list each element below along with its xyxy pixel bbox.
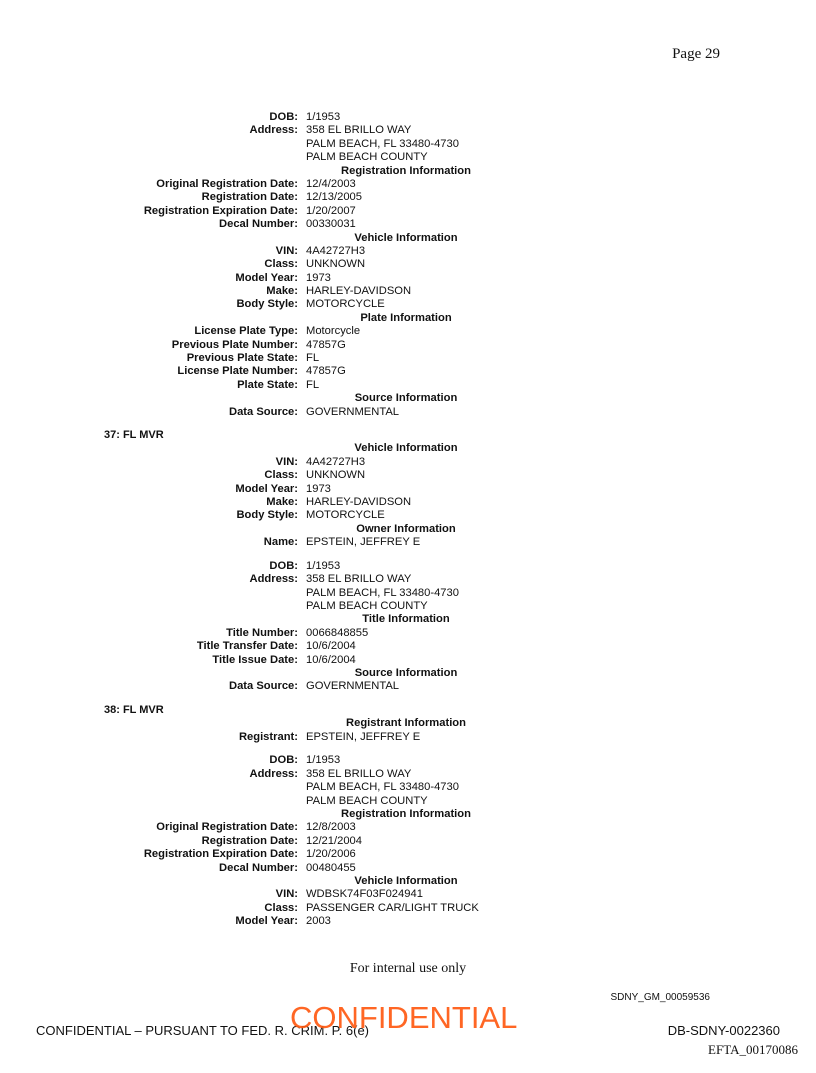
field-value: GOVERNMENTAL (306, 680, 400, 693)
field-value: 1/20/2007 (306, 204, 356, 217)
field-value: 47857G (306, 365, 346, 378)
section-header-row (0, 442, 816, 455)
section-header-row (0, 808, 816, 821)
field-label: Class: (264, 258, 298, 271)
field-label: Model Year: (235, 915, 298, 928)
record-title: 37: FL MVR (104, 428, 164, 441)
field-label: Address: (249, 573, 298, 586)
record (0, 704, 816, 929)
field-row (0, 138, 816, 151)
field-row (0, 835, 816, 848)
field-value: MOTORCYCLE (306, 298, 385, 311)
field-label: DOB: (269, 111, 298, 123)
field-label: DOB: (269, 754, 298, 767)
field-label: Plate State: (237, 378, 298, 391)
field-value: 47857G (306, 338, 346, 351)
field-row (0, 298, 816, 311)
field-row (0, 258, 816, 271)
field-label: Registration Date: (201, 834, 298, 847)
bates-db: DB-SDNY-0022360 (667, 1023, 780, 1038)
field-label: Make: (266, 495, 298, 508)
field-value: 1/1953 (306, 754, 341, 767)
internal-use-note: For internal use only (349, 961, 467, 976)
field-row (0, 111, 816, 124)
field-row (0, 178, 816, 191)
field-row (0, 821, 816, 834)
confidential-stamp: CONFIDENTIAL (290, 1000, 518, 1035)
field-row (0, 600, 816, 613)
field-label: Model Year: (235, 271, 298, 284)
field-value: 00480455 (306, 861, 356, 874)
field-row (0, 536, 816, 549)
field-value: FL (306, 378, 320, 391)
field-row (0, 731, 816, 744)
field-row (0, 573, 816, 586)
field-value: UNKNOWN (306, 258, 366, 271)
field-value: PALM BEACH, FL 33480-4730 (306, 586, 459, 599)
field-label: Title Issue Date: (212, 653, 298, 666)
field-label: Data Source: (228, 405, 298, 418)
field-row (0, 325, 816, 338)
confidential-notice: CONFIDENTIAL – PURSUANT TO FED. R. CRIM. P. 6(e) (36, 1023, 370, 1038)
field-label: Decal Number: (219, 861, 298, 874)
field-value: PALM BEACH, FL 33480-4730 (306, 781, 459, 794)
field-label: Class: (264, 901, 298, 914)
field-row (0, 915, 816, 928)
field-value: WDBSK74F03F024941 (306, 888, 423, 901)
field-value: MOTORCYCLE (306, 509, 385, 522)
field-value: 1973 (306, 482, 331, 495)
field-value: EPSTEIN, JEFFREY E (306, 536, 421, 549)
record-list (0, 111, 816, 928)
field-value: 1/1953 (306, 559, 341, 572)
field-row (0, 218, 816, 231)
field-value: EPSTEIN, JEFFREY E (306, 730, 421, 743)
field-value: 00330031 (306, 218, 356, 231)
section-header: Owner Information (356, 522, 456, 535)
field-value: HARLEY-DAVIDSON (306, 495, 412, 508)
field-label: Registration Date: (201, 191, 298, 204)
field-label: Registration Expiration Date: (143, 848, 298, 861)
field-row (0, 680, 816, 693)
field-value: 12/4/2003 (306, 177, 356, 190)
field-value: PASSENGER CAR/LIGHT TRUCK (306, 901, 479, 914)
field-label: License Plate Number: (177, 365, 298, 378)
section-header: Source Information (354, 392, 458, 405)
field-value: 1/20/2006 (306, 848, 356, 861)
field-label: Original Registration Date: (156, 821, 298, 834)
section-header: Registration Information (341, 164, 471, 177)
field-value: Motorcycle (306, 325, 361, 338)
record (0, 429, 816, 694)
record (0, 111, 816, 419)
field-value: PALM BEACH COUNTY (306, 600, 428, 613)
field-value: 4A42727H3 (306, 244, 366, 257)
section-header-row (0, 667, 816, 680)
field-row (0, 496, 816, 509)
field-label: Model Year: (235, 482, 298, 495)
field-label: Previous Plate Number: (171, 338, 298, 351)
field-row (0, 205, 816, 218)
section-header: Vehicle Information (354, 231, 458, 244)
field-label: Title Number: (226, 626, 298, 639)
field-row (0, 509, 816, 522)
field-label: VIN: (275, 244, 298, 257)
field-value: 1/1953 (306, 111, 341, 123)
field-value: 12/8/2003 (306, 821, 356, 834)
field-row (0, 352, 816, 365)
field-label: Title Transfer Date: (196, 640, 298, 653)
field-value: 358 EL BRILLO WAY (306, 124, 412, 137)
field-value: 4A42727H3 (306, 455, 366, 468)
field-value: 12/21/2004 (306, 834, 362, 847)
field-row (0, 848, 816, 861)
field-label: DOB: (269, 559, 298, 572)
field-row (0, 272, 816, 285)
field-row (0, 379, 816, 392)
section-header: Registration Information (341, 807, 471, 820)
field-row (0, 191, 816, 204)
section-header-row (0, 232, 816, 245)
field-value: 358 EL BRILLO WAY (306, 573, 412, 586)
field-label: Class: (264, 469, 298, 482)
field-label: Body Style: (236, 509, 298, 522)
field-value: UNKNOWN (306, 469, 366, 482)
field-label: VIN: (275, 455, 298, 468)
section-header-row (0, 392, 816, 405)
field-row (0, 365, 816, 378)
section-header-row (0, 312, 816, 325)
section-header-row (0, 165, 816, 178)
section-header-row (0, 875, 816, 888)
field-label: Address: (249, 124, 298, 137)
field-row (0, 339, 816, 352)
field-row (0, 640, 816, 653)
field-label: Name: (263, 536, 298, 549)
field-row (0, 795, 816, 808)
field-value: 1973 (306, 271, 331, 284)
field-label: Original Registration Date: (156, 177, 298, 190)
field-value: HARLEY-DAVIDSON (306, 285, 412, 298)
section-header: Vehicle Information (354, 442, 458, 455)
field-label: Make: (266, 285, 298, 298)
field-row (0, 456, 816, 469)
field-label: Data Source: (228, 680, 298, 693)
bates-sdny: SDNY_GM_00059536 (610, 992, 710, 1003)
field-label: Decal Number: (219, 218, 298, 231)
section-header: Vehicle Information (354, 874, 458, 887)
field-value: 12/13/2005 (306, 191, 362, 204)
field-row (0, 587, 816, 600)
record-title: 38: FL MVR (104, 703, 164, 716)
field-row (0, 483, 816, 496)
field-label: Previous Plate State: (186, 352, 298, 365)
field-row (0, 469, 816, 482)
field-row (0, 406, 816, 419)
field-value: 10/6/2004 (306, 653, 356, 666)
field-row (0, 245, 816, 258)
bates-efta: EFTA_00170086 (708, 1042, 798, 1057)
field-value: 10/6/2004 (306, 640, 356, 653)
field-value: PALM BEACH COUNTY (306, 794, 428, 807)
field-value: 0066848855 (306, 626, 369, 639)
field-row (0, 888, 816, 901)
field-value: 358 EL BRILLO WAY (306, 767, 412, 780)
field-row (0, 124, 816, 137)
field-row (0, 627, 816, 640)
field-row (0, 654, 816, 667)
section-header-row (0, 717, 816, 730)
field-label: License Plate Type: (194, 325, 298, 338)
field-value: PALM BEACH COUNTY (306, 151, 428, 164)
field-row (0, 781, 816, 794)
section-header: Plate Information (360, 311, 452, 324)
page-number: Page 29 (672, 46, 720, 62)
field-label: VIN: (275, 888, 298, 901)
field-label: Address: (249, 767, 298, 780)
field-row (0, 902, 816, 915)
section-header: Registrant Information (346, 717, 466, 730)
section-header: Source Information (354, 667, 458, 680)
field-row (0, 754, 816, 767)
section-header: Title Information (362, 613, 450, 626)
field-label: Body Style: (236, 298, 298, 311)
field-row (0, 151, 816, 164)
section-header-row (0, 523, 816, 536)
field-row (0, 862, 816, 875)
section-header-row (0, 613, 816, 626)
field-value: PALM BEACH, FL 33480-4730 (306, 137, 459, 150)
field-value: GOVERNMENTAL (306, 405, 400, 418)
field-value: FL (306, 352, 320, 365)
field-row (0, 560, 816, 573)
field-row (0, 768, 816, 781)
field-row (0, 285, 816, 298)
field-label: Registration Expiration Date: (143, 204, 298, 217)
field-value: 2003 (306, 915, 331, 928)
field-label: Registrant: (238, 730, 298, 743)
